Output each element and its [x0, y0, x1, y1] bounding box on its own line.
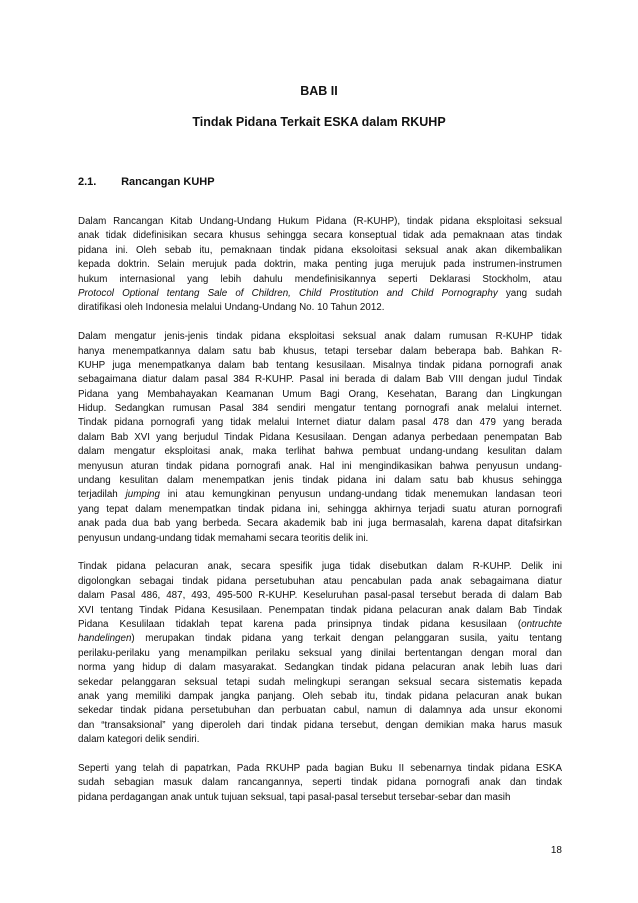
- text-line: hukum internasional yang lebih dahulu mendefinisikannya seperti Deklarasi Stockholm, atau: [78, 273, 562, 285]
- text-line: Dalam mengatur jenis-jenis tindak pidana eksploitasi seksual anak dalam rumusan R-KUHP tidak: [78, 331, 562, 343]
- chapter-title: Tindak Pidana Terkait ESKA dalam RKUHP: [192, 115, 446, 129]
- text-line: menyusun aturan tindak pidana pornografi anak. Hal ini mengindikasikan bahwa penyusun undang-: [78, 460, 562, 472]
- text-line: sebagaimana diatur dalam pasal 384 R-KUHP. Pasal ini berada di dalam Bab VIII dengan judul Tindak: [78, 374, 562, 386]
- text-line: Pidana Kesulilaan tidaklah tepat karena pada prinsipnya tindak pidana kesusilaan (ontruchte: [78, 618, 562, 630]
- text-line: perilaku-perilaku yang menampilkan perilaku seksual yang dinilai bertentangan dengan moral dan: [78, 647, 562, 659]
- text-line: diratifikasi oleh Indonesia melalui Undang-Undang No. 10 Tahun 2012.: [78, 302, 385, 314]
- paragraph: [78, 762, 562, 805]
- text-line: Seperti yang telah di papatrkan, Pada RKUHP pada bagian Buku II sebenarnya tindak pidana ESKA: [78, 762, 562, 774]
- text-line: yang tepat dalam menempatkan tindak pidana ini, sehingga akhirnya terjadi suatu aturan pornografi: [78, 503, 562, 515]
- text-line: dalam mengatur eksploitasi anak, maka terlihat bahwa pembuat undang-undang kesulitan dalam: [78, 446, 562, 458]
- text-line: KUHP juga menempatkanya dalam bab tentang kesusilaan. Misalnya tindak pidana pornografi anak: [78, 359, 562, 371]
- section-heading: [78, 176, 215, 188]
- text-line: Dalam Rancangan Kitab Undang-Undang Hukum Pidana (R-KUHP), tindak pidana eksploitasi seksual: [78, 216, 562, 227]
- text-line: dalam Bab XVI yang berjudul Tindak Pidana Kesusilaan. Dengan adanya perbedaan penempatan Bab: [78, 431, 562, 443]
- text-line: undang kesulitan dalam menempatkan jenis tindak pidana ini dalam satu bab khusus sehingga: [78, 475, 562, 487]
- text-line: pidana ini. Oleh sebab itu, pemaknaan tindak pidana eksoloitasi seksual anak akan dikembalikan: [78, 244, 562, 256]
- text-line: Tindak pidana pornografi yang tidak melalui Internet diatur dalam pasal 478 dan 479 yang berada: [78, 417, 562, 429]
- paragraph: [78, 560, 562, 747]
- paragraph: [78, 215, 562, 316]
- text-line: terjadilah jumping ini atau kemungkinan penyusun undang-undang tidak menemukan landasan teori: [78, 489, 562, 501]
- text-line: norma yang hidup di dalam masyarakat. Sedangkan tindak pidana pelacuran anak lebih luas dari: [78, 662, 562, 674]
- chapter-label: BAB II: [300, 84, 338, 98]
- text-line: anak tidak didefinisikan secara khusus sehingga secara konseptual tidak ada pemaknaan atas tindak: [78, 230, 562, 242]
- text-line: handelingen) merupakan tindak pidana yang terkait dengan pelanggaran susila, yaitu tentang: [78, 633, 562, 645]
- text-line: kepada doktrin. Selain merujuk pada doktrin, maka penting juga merujuk pada instrumen-instrumen: [78, 259, 562, 271]
- text-line: sudah sebagian masuk dalam rancangannya, seperti tindak pidana pornografi anak dan tindak: [78, 777, 562, 789]
- text-line: anak yang memiliki dampak jangka panjang. Oleh sebab itu, tindak pidana pelacuran anak bukan: [78, 690, 562, 702]
- page-number: 18: [550, 845, 562, 856]
- text-line: hanya menempatkannya dalam satu bab khusus, tetapi tersebar dalam beberapa bab. Bahkan R-: [78, 345, 562, 357]
- text-line: Protocol Optional tentang Sale of Children, Child Prostitution and Child Pornography yang sudah: [78, 287, 562, 299]
- text-line: XVI tentang Tindak Pidana Kesusilaan. Penempatan tindak pidana pelacuran anak dalam Bab Tindak: [78, 604, 562, 616]
- text-line: anak pada dua bab yang berbeda. Secara akademik bab ini juga bermasalah, karena dapat ditafsirkan: [78, 518, 562, 530]
- text-line: dalam Pasal 486, 487, 493, 495-500 R-KUHP. Keseluruhan pasal-pasal tersebut berada di dalam Bab: [78, 590, 562, 602]
- text-line: pidana perdagangan anak untuk tujuan seksual, tapi pasal-pasal tersebut tersebar-sebar dan masih: [78, 791, 511, 803]
- text-line: dan “transaksional” yang diperoleh dari tindak pidana tersebut, dengan demikian maka harus masuk: [78, 719, 562, 731]
- text-line: sekedar pelanggaran seksual tetapi sudah melingkupi serangan seksual secara sistematis kepada: [78, 676, 562, 688]
- text-line: sekedar tindak pidana persetubuhan dan perbuatan cabul, namun di dalamnya ada unsur ekonomi: [78, 705, 562, 717]
- text-line: Tindak pidana pelacuran anak, secara spesifik juga tidak disebutkan dalam R-KUHP. Delik ini: [78, 561, 562, 573]
- text-line: digolongkan sebagai tindak pidana persetubuhan atau pencabulan pada anak sebagaimana diatur: [78, 575, 562, 587]
- text-line: Pidana yang Membahayakan Keamanan Umum Bagi Orang, Kesehatan, Barang dan Lingkungan: [78, 388, 562, 400]
- section-number: 2.1.: [78, 176, 97, 188]
- paragraph: [78, 330, 562, 546]
- section-title: Rancangan KUHP: [121, 176, 215, 188]
- text-line: dalam kategori delik sendiri.: [78, 734, 200, 746]
- text-line: Hidup. Sedangkan rumusan Pasal 384 sendiri mengatur tentang pornografi anak melalui internet.: [78, 403, 562, 415]
- text-line: penyusun undang-undang tidak memahami secara teoritis delik ini.: [78, 532, 369, 544]
- body-text: [78, 215, 562, 819]
